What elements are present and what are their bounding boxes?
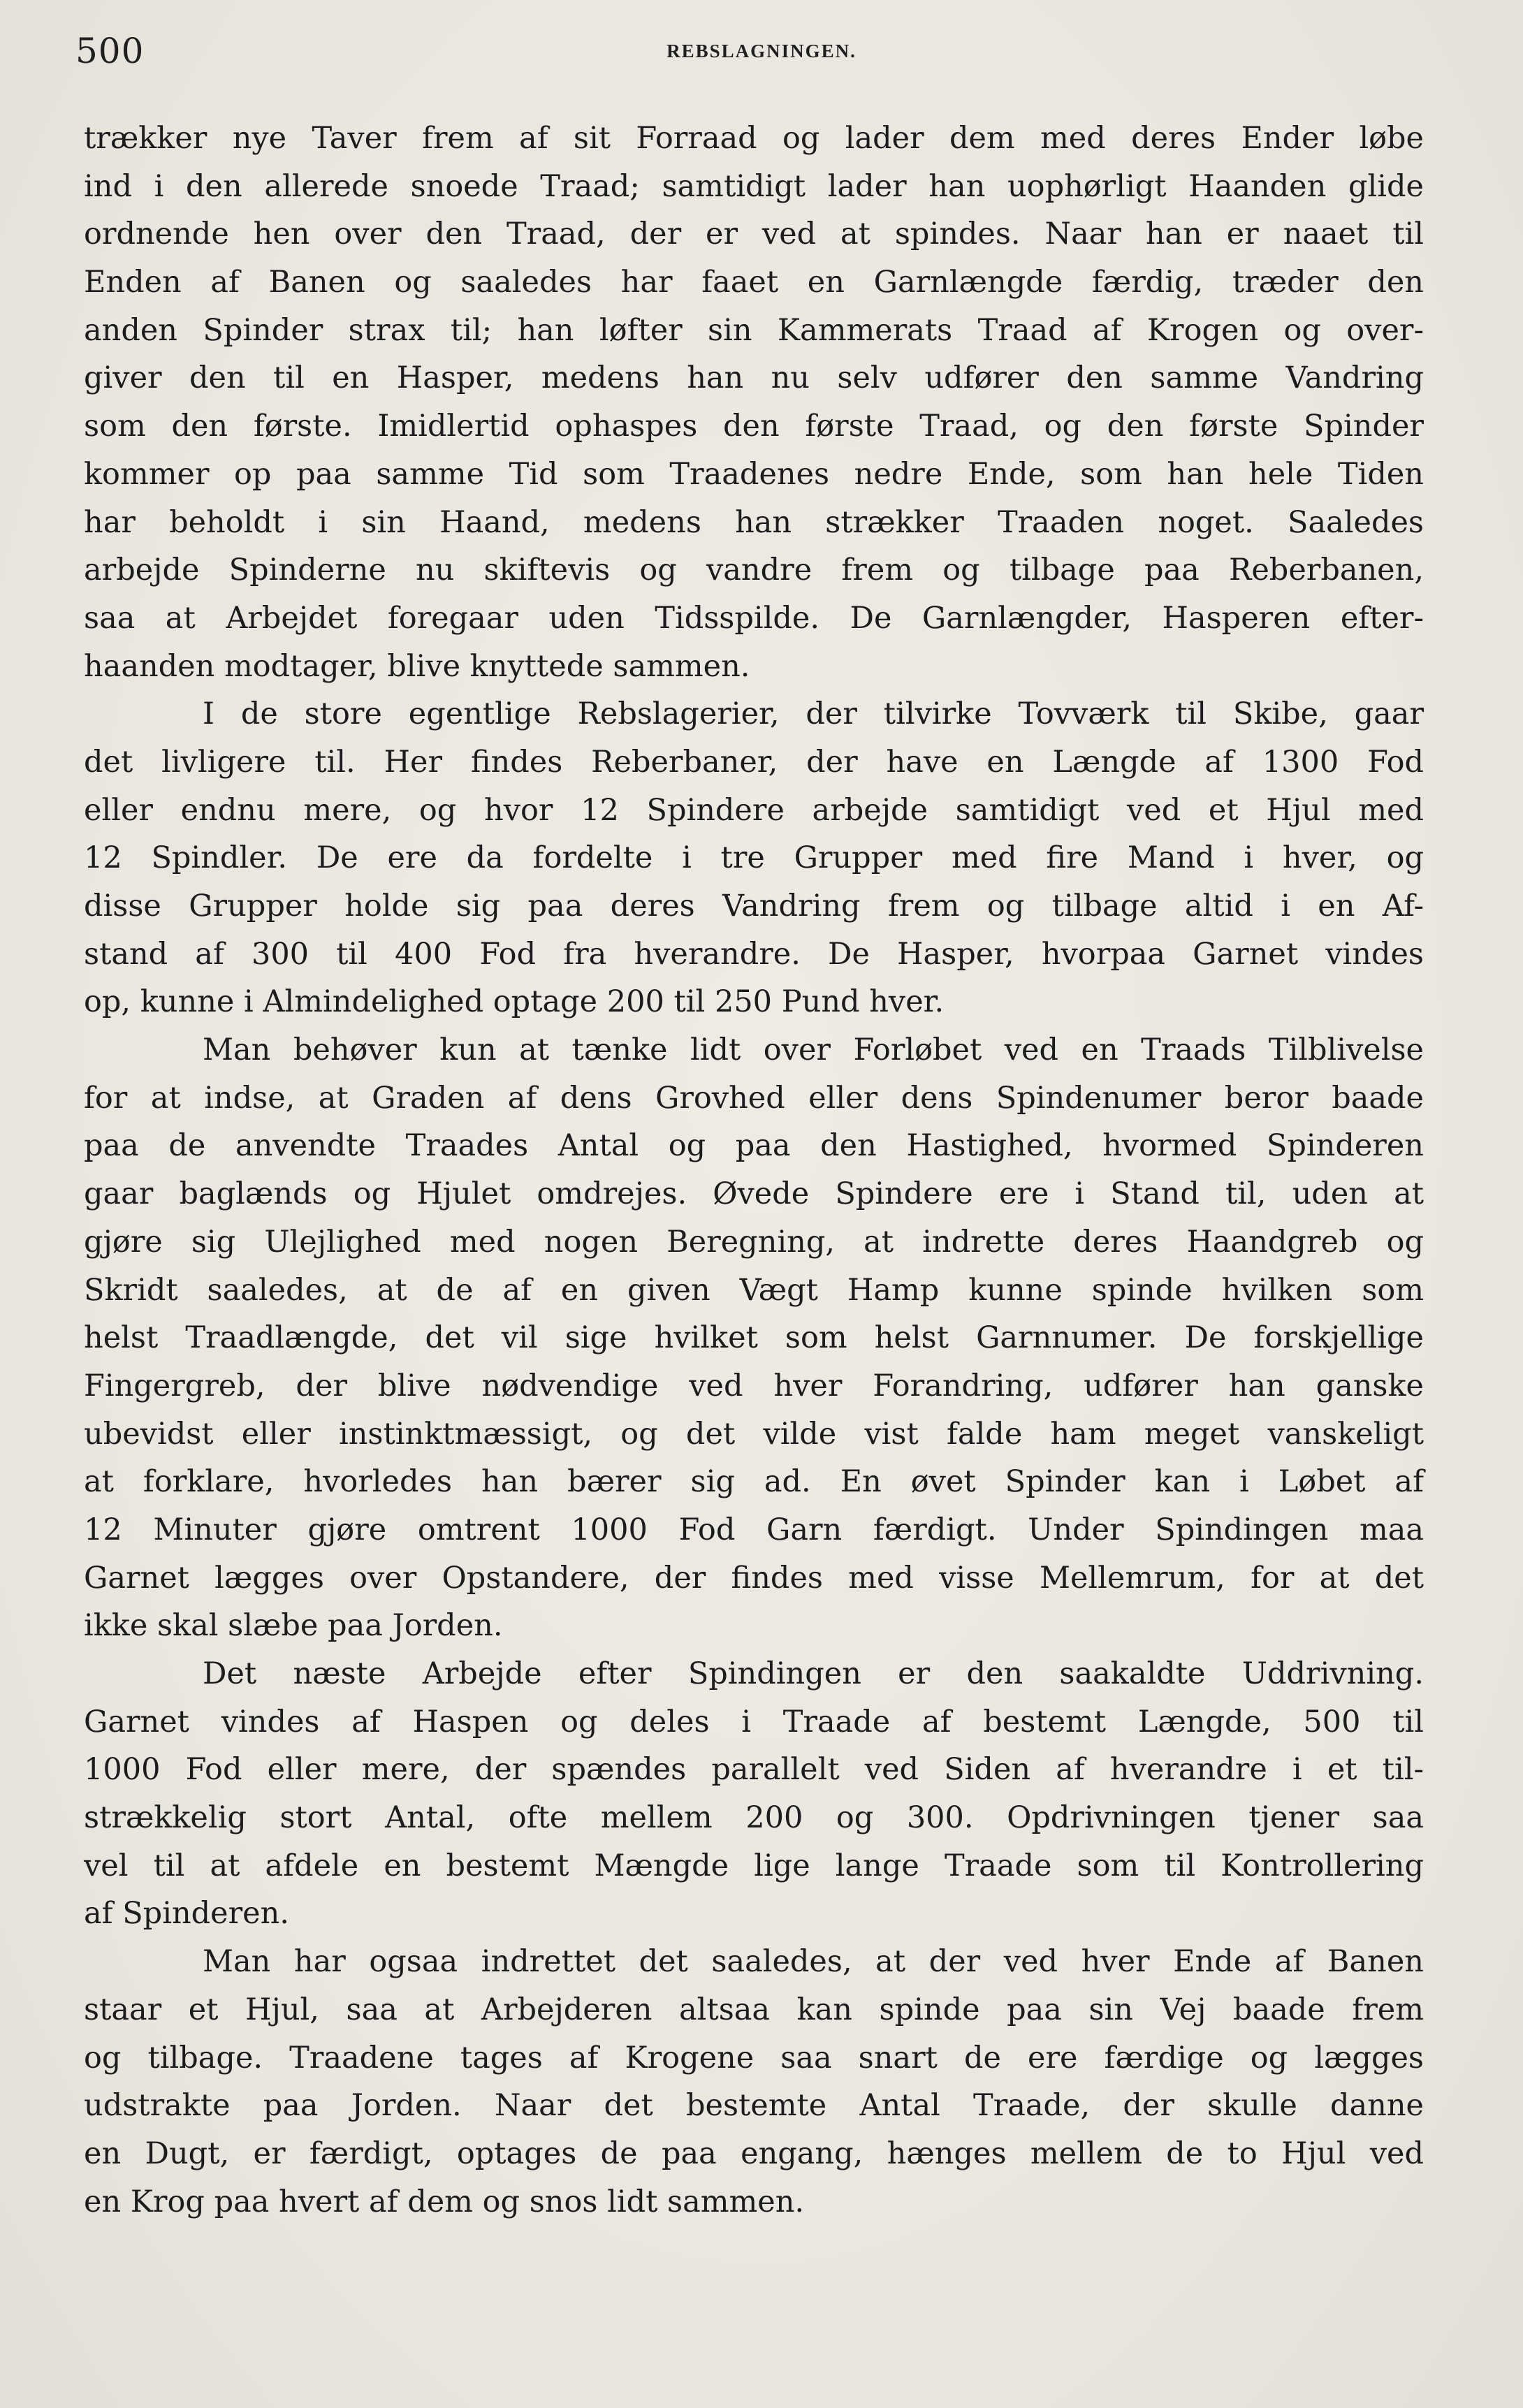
text-line: Enden af Banen og saaledes har faaet en Garnlængde færdig, træder den bbox=[84, 265, 1424, 300]
text-line: haanden modtager, blive knyttede sammen. bbox=[84, 648, 750, 684]
text-line: har beholdt i sin Haand, medens han strækker Traaden noget. Saaledes bbox=[84, 504, 1424, 540]
text-line: Skridt saaledes, at de af en given Vægt Hamp kunne spinde hvilken som bbox=[84, 1272, 1424, 1308]
text-line: gaar baglænds og Hjulet omdrejes. Øvede Spindere ere i Stand til, uden at bbox=[84, 1176, 1424, 1212]
running-head: REBSLAGNINGEN. bbox=[666, 41, 857, 61]
text-line: Fingergreb, der blive nødvendige ved hver Forandring, udfører han ganske bbox=[84, 1368, 1424, 1403]
text-line: som den første. Imidlertid ophaspes den første Traad, og den første Spinder bbox=[84, 409, 1424, 444]
text-line: ubevidst eller instinktmæssigt, og det vilde vist falde ham meget vanskeligt bbox=[84, 1416, 1424, 1452]
text-line: af Spinderen. bbox=[84, 1896, 289, 1932]
text-line: en Dugt, er færdigt, optages de paa engang, hænges mellem de to Hjul ved bbox=[84, 2136, 1424, 2171]
text-line: stand af 300 til 400 Fod fra hverandre. De Hasper, hvorpaa Garnet vindes bbox=[84, 936, 1424, 972]
text-line: helst Traadlængde, det vil sige hvilket som helst Garnnumer. De forskjellige bbox=[84, 1320, 1424, 1356]
text-line: strækkelig stort Antal, ofte mellem 200 og 300. Opdrivningen tjener saa bbox=[84, 1800, 1424, 1836]
text-line: vel til at afdele en bestemt Mængde lige lange Traade som til Kontrollering bbox=[84, 1848, 1424, 1883]
text-line: ind i den allerede snoede Traad; samtidigt lader han uophørligt Haanden glide bbox=[84, 168, 1424, 204]
text-line: ordnende hen over den Traad, der er ved at spindes. Naar han er naaet til bbox=[84, 217, 1424, 252]
text-line: I de store egentlige Rebslagerier, der tilvirke Tovværk til Skibe, gaar bbox=[203, 696, 1424, 732]
text-line: gjøre sig Ulejlighed med nogen Beregning, at indrette deres Haandgreb og bbox=[84, 1224, 1424, 1260]
text-line: giver den til en Hasper, medens han nu selv udfører den samme Vandring bbox=[84, 360, 1424, 396]
text-line: Garnet lægges over Opstandere, der findes med visse Mellemrum, for at det bbox=[84, 1560, 1424, 1596]
text-line: paa de anvendte Traades Antal og paa den Hastighed, hvormed Spinderen bbox=[84, 1128, 1424, 1164]
text-line: at forklare, hvorledes han bærer sig ad. En øvet Spinder kan i Løbet af bbox=[84, 1464, 1424, 1500]
page-number: 500 bbox=[75, 31, 145, 71]
text-line: saa at Arbejdet foregaar uden Tidsspilde. De Garnlængder, Hasperen efter- bbox=[84, 600, 1424, 636]
text-line: arbejde Spinderne nu skiftevis og vandre frem og tilbage paa Reberbanen, bbox=[84, 553, 1424, 588]
text-line: 12 Minuter gjøre omtrent 1000 Fod Garn færdigt. Under Spindingen maa bbox=[84, 1512, 1424, 1547]
text-line: anden Spinder strax til; han løfter sin Kammerats Traad af Krogen og over- bbox=[84, 312, 1424, 348]
text-line: trækker nye Taver frem af sit Forraad og lader dem med deres Ender løbe bbox=[84, 121, 1424, 156]
text-line: eller endnu mere, og hvor 12 Spindere arbejde samtidigt ved et Hjul med bbox=[84, 792, 1424, 828]
text-line: Man har ogsaa indrettet det saaledes, at der ved hver Ende af Banen bbox=[203, 1944, 1424, 1980]
text-line: det livligere til. Her findes Reberbaner, der have en Længde af 1300 Fod bbox=[84, 744, 1424, 780]
text-line: ikke skal slæbe paa Jorden. bbox=[84, 1608, 503, 1644]
body-text bbox=[84, 115, 1424, 2226]
text-line: op, kunne i Almindelighed optage 200 til 250 Pund hver. bbox=[84, 984, 945, 1020]
text-line: 12 Spindler. De ere da fordelte i tre Grupper med fire Mand i hver, og bbox=[84, 840, 1424, 876]
text-line: Det næste Arbejde efter Spindingen er den saakaldte Uddrivning. bbox=[203, 1656, 1424, 1691]
text-line: udstrakte paa Jorden. Naar det bestemte Antal Traade, der skulle danne bbox=[84, 2088, 1424, 2124]
text-line: 1000 Fod eller mere, der spændes parallelt ved Siden af hverandre i et til- bbox=[84, 1752, 1424, 1788]
text-line: for at indse, at Graden af dens Grovhed eller dens Spindenumer beror baade bbox=[84, 1080, 1424, 1116]
text-line: staar et Hjul, saa at Arbejderen altsaa kan spinde paa sin Vej baade frem bbox=[84, 1992, 1424, 2027]
text-line: disse Grupper holde sig paa deres Vandring frem og tilbage altid i en Af- bbox=[84, 889, 1424, 924]
text-line: Garnet vindes af Haspen og deles i Traade af bestemt Længde, 500 til bbox=[84, 1704, 1424, 1739]
text-line: en Krog paa hvert af dem og snos lidt sammen. bbox=[84, 2184, 805, 2219]
text-line: og tilbage. Traadene tages af Krogene saa snart de ere færdige og lægges bbox=[84, 2040, 1424, 2075]
text-line: kommer op paa samme Tid som Traadenes nedre Ende, som han hele Tiden bbox=[84, 456, 1424, 492]
text-line: Man behøver kun at tænke lidt over Forløbet ved en Traads Tilblivelse bbox=[203, 1032, 1424, 1068]
